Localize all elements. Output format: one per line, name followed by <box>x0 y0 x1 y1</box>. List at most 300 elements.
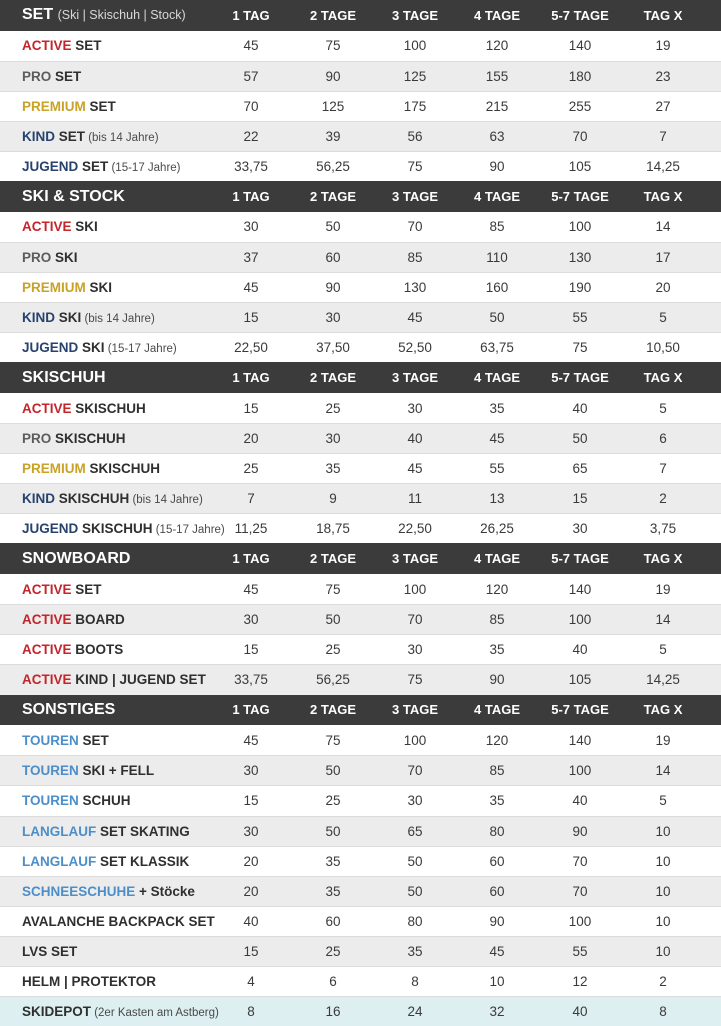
item-label-note: (bis 14 Jahre) <box>81 313 155 326</box>
price-cell: 6 <box>659 431 667 447</box>
price-cell: 30 <box>243 219 259 235</box>
price-cell: 8 <box>659 1004 667 1020</box>
price-cell: 22,50 <box>234 340 268 356</box>
price-cell: 27 <box>655 98 671 114</box>
item-label <box>0 401 210 416</box>
price-cell: 50 <box>325 763 341 779</box>
item-label-text: SET KLASSIK <box>96 853 190 869</box>
item-label-note: (15-17 Jahre) <box>104 343 177 356</box>
price-cell: 11,25 <box>234 521 268 537</box>
price-cell: 125 <box>403 68 427 84</box>
column-header: 1 TAG <box>232 702 270 718</box>
item-label <box>0 461 210 476</box>
price-cell: 25 <box>325 400 341 416</box>
column-header: 2 TAGE <box>310 551 356 567</box>
item-label <box>0 159 210 174</box>
price-cell: 45 <box>243 581 259 597</box>
price-cell: 2 <box>659 491 667 507</box>
price-cell: 30 <box>407 642 423 658</box>
price-cell: 10 <box>655 883 671 899</box>
price-cell: 39 <box>325 129 341 145</box>
price-cell: 14,25 <box>646 159 680 175</box>
price-cell: 19 <box>655 732 671 748</box>
column-header: 4 TAGE <box>474 551 520 567</box>
item-label-text: SKISCHUH <box>71 400 146 416</box>
price-cell: 75 <box>572 340 588 356</box>
item-label-text: SKI <box>55 310 82 326</box>
section-title-text: SNOWBOARD <box>22 549 131 567</box>
item-label <box>0 69 210 84</box>
price-cell: 80 <box>407 913 423 929</box>
item-label-note: (2er Kasten am Astberg) <box>91 1007 219 1020</box>
column-header: 2 TAGE <box>310 370 356 386</box>
price-cell: 180 <box>568 68 592 84</box>
price-cell: 35 <box>489 642 505 658</box>
item-label <box>0 824 210 839</box>
item-label <box>0 521 225 537</box>
section-header <box>0 181 721 212</box>
item-label-note: (15-17 Jahre) <box>108 162 181 175</box>
price-cell: 7 <box>247 491 255 507</box>
item-label <box>0 99 210 114</box>
price-row <box>0 302 721 332</box>
price-cell: 37,50 <box>316 340 350 356</box>
price-cell: 20 <box>243 431 259 447</box>
item-label-text: SKI <box>85 280 113 296</box>
price-cell: 23 <box>655 68 671 84</box>
price-cell: 50 <box>489 310 505 326</box>
price-cell: 45 <box>489 431 505 447</box>
price-cell: 30 <box>325 310 341 326</box>
price-cell: 10 <box>655 913 671 929</box>
price-cell: 63,75 <box>480 340 514 356</box>
price-cell: 35 <box>489 793 505 809</box>
item-label-accent: LVS SET <box>22 943 78 959</box>
price-cell: 90 <box>325 280 341 296</box>
price-cell: 15 <box>243 642 259 658</box>
price-cell: 40 <box>572 793 588 809</box>
price-cell: 52,50 <box>398 340 432 356</box>
price-cell: 40 <box>572 1004 588 1020</box>
price-cell: 50 <box>407 883 423 899</box>
price-cell: 90 <box>489 672 505 688</box>
price-cell: 13 <box>489 491 505 507</box>
item-label-accent: PREMIUM <box>22 98 86 114</box>
item-label-accent: TOUREN <box>22 763 79 779</box>
item-label-text: SKISCHUH <box>51 431 126 447</box>
column-header: 2 TAGE <box>310 189 356 204</box>
price-cell: 90 <box>572 823 588 839</box>
price-cell: 75 <box>325 732 341 748</box>
item-label-text: SKI <box>78 340 105 356</box>
section-title-text: SKI & STOCK <box>22 187 125 205</box>
item-label-text: SET <box>51 68 82 84</box>
price-cell: 70 <box>407 763 423 779</box>
item-label-note: (bis 14 Jahre) <box>85 132 159 145</box>
price-cell: 100 <box>568 763 592 779</box>
price-cell: 5 <box>659 642 667 658</box>
price-row <box>0 785 721 815</box>
item-label <box>0 913 215 929</box>
item-label-accent: ACTIVE <box>22 38 72 54</box>
item-label-text: SET <box>55 129 86 145</box>
price-cell: 19 <box>655 38 671 54</box>
price-cell: 155 <box>485 68 509 84</box>
price-cell: 15 <box>243 793 259 809</box>
price-cell: 55 <box>572 310 588 326</box>
section-title-text: SET <box>22 6 54 24</box>
price-cell: 10 <box>655 853 671 869</box>
price-row <box>0 483 721 513</box>
section-title-text: SKISCHUH <box>22 368 106 386</box>
column-header: 1 TAG <box>232 370 270 386</box>
price-cell: 130 <box>568 249 592 265</box>
price-cell: 120 <box>485 38 509 54</box>
price-cell: 65 <box>572 461 588 477</box>
price-row <box>0 876 721 906</box>
item-label <box>0 431 210 446</box>
item-label-text: SET <box>71 581 102 597</box>
item-label-accent: JUGEND <box>22 521 79 537</box>
item-label-accent: JUGEND <box>22 340 79 356</box>
price-cell: 35 <box>325 461 341 477</box>
price-cell: 40 <box>572 642 588 658</box>
section-title <box>0 6 210 24</box>
price-cell: 75 <box>407 159 423 175</box>
price-cell: 7 <box>659 461 667 477</box>
column-header: 3 TAGE <box>392 189 438 204</box>
price-cell: 90 <box>489 913 505 929</box>
item-label-text: SKI <box>71 219 98 235</box>
price-row <box>0 242 721 272</box>
column-header: TAG X <box>643 7 683 23</box>
item-label-accent: PRO <box>22 68 52 84</box>
price-cell: 4 <box>247 974 255 990</box>
price-cell: 90 <box>325 68 341 84</box>
price-row <box>0 121 721 151</box>
price-cell: 20 <box>655 280 671 296</box>
column-header: 4 TAGE <box>474 370 520 386</box>
price-cell: 50 <box>325 823 341 839</box>
column-header: TAG X <box>643 370 683 386</box>
price-row <box>0 604 721 634</box>
price-cell: 105 <box>568 672 592 688</box>
price-cell: 60 <box>489 853 505 869</box>
price-cell: 25 <box>325 943 341 959</box>
price-cell: 175 <box>403 98 427 114</box>
price-cell: 5 <box>659 310 667 326</box>
item-label <box>0 884 210 899</box>
item-label-text: SKI <box>51 249 78 265</box>
price-cell: 30 <box>572 521 588 537</box>
item-label-accent: SCHNEESCHUHE <box>22 883 136 899</box>
price-cell: 120 <box>485 581 509 597</box>
item-label <box>0 944 210 959</box>
item-label-accent: LANGLAUF <box>22 853 97 869</box>
item-label <box>0 250 210 265</box>
price-cell: 190 <box>568 280 592 296</box>
item-label-text: SKISCHUH <box>55 491 130 507</box>
column-header: 5-7 TAGE <box>551 189 609 204</box>
price-cell: 50 <box>407 853 423 869</box>
section-header <box>0 0 721 31</box>
price-row <box>0 212 721 242</box>
item-label <box>0 733 210 748</box>
item-label-accent: SKIDEPOT <box>22 1004 92 1020</box>
price-cell: 120 <box>485 732 509 748</box>
section-title <box>0 369 210 387</box>
item-label-text: BOOTS <box>71 642 124 658</box>
price-row <box>0 755 721 785</box>
item-label <box>0 129 210 144</box>
price-cell: 30 <box>243 823 259 839</box>
item-label-accent: JUGEND <box>22 159 79 175</box>
item-label-text: KIND | JUGEND SET <box>71 672 206 688</box>
price-cell: 14 <box>655 763 671 779</box>
price-cell: 5 <box>659 793 667 809</box>
item-label <box>0 793 210 808</box>
price-cell: 14 <box>655 612 671 628</box>
column-header: 2 TAGE <box>310 702 356 718</box>
item-label <box>0 642 210 657</box>
price-cell: 85 <box>489 612 505 628</box>
item-label-accent: ACTIVE <box>22 642 72 658</box>
column-header: TAG X <box>643 702 683 718</box>
price-cell: 70 <box>572 883 588 899</box>
price-cell: 60 <box>325 249 341 265</box>
column-header: 3 TAGE <box>392 702 438 718</box>
column-header: 1 TAG <box>232 7 270 23</box>
price-cell: 15 <box>243 943 259 959</box>
price-cell: 5 <box>659 400 667 416</box>
column-header: 5-7 TAGE <box>551 702 609 718</box>
item-label <box>0 763 210 778</box>
price-cell: 12 <box>572 974 588 990</box>
price-cell: 70 <box>572 129 588 145</box>
item-label-accent: ACTIVE <box>22 400 72 416</box>
price-row <box>0 151 721 181</box>
item-label-text: SKISCHUH <box>78 521 153 537</box>
price-cell: 25 <box>325 793 341 809</box>
item-label <box>0 1004 219 1020</box>
price-row <box>0 664 721 694</box>
price-cell: 10 <box>489 974 505 990</box>
price-cell: 60 <box>325 913 341 929</box>
item-label <box>0 612 210 627</box>
price-cell: 25 <box>243 461 259 477</box>
price-row <box>0 634 721 664</box>
price-row <box>0 61 721 91</box>
item-label-accent: HELM | PROTEKTOR <box>22 974 157 990</box>
price-cell: 100 <box>403 581 427 597</box>
price-cell: 10 <box>655 943 671 959</box>
price-cell: 100 <box>568 913 592 929</box>
price-cell: 60 <box>489 883 505 899</box>
price-cell: 30 <box>407 793 423 809</box>
item-label <box>0 974 210 989</box>
price-cell: 20 <box>243 853 259 869</box>
price-cell: 35 <box>325 853 341 869</box>
price-row <box>0 816 721 846</box>
item-label <box>0 491 210 506</box>
price-cell: 19 <box>655 581 671 597</box>
column-header: 1 TAG <box>232 189 270 204</box>
price-cell: 70 <box>407 219 423 235</box>
price-cell: 75 <box>325 38 341 54</box>
price-cell: 11 <box>407 491 422 507</box>
price-cell: 35 <box>325 883 341 899</box>
price-row <box>0 846 721 876</box>
price-cell: 15 <box>243 400 259 416</box>
price-cell: 17 <box>655 249 671 265</box>
price-cell: 7 <box>659 129 667 145</box>
price-row <box>0 31 721 61</box>
item-label-accent: TOUREN <box>22 732 79 748</box>
price-cell: 22 <box>243 129 259 145</box>
item-label-accent: AVALANCHE BACKPACK SET <box>22 913 215 929</box>
price-cell: 65 <box>407 823 423 839</box>
price-row <box>0 453 721 483</box>
price-cell: 70 <box>407 612 423 628</box>
column-header: 3 TAGE <box>392 370 438 386</box>
price-cell: 125 <box>321 98 345 114</box>
column-header: 3 TAGE <box>392 551 438 567</box>
item-label <box>0 219 210 234</box>
price-cell: 10,50 <box>646 340 680 356</box>
item-label-accent: ACTIVE <box>22 581 72 597</box>
price-cell: 18,75 <box>316 521 350 537</box>
price-cell: 40 <box>572 400 588 416</box>
price-cell: 45 <box>407 310 423 326</box>
price-cell: 130 <box>403 280 427 296</box>
price-cell: 100 <box>403 38 427 54</box>
section-header <box>0 695 721 726</box>
price-cell: 35 <box>407 943 423 959</box>
price-cell: 26,25 <box>480 521 514 537</box>
price-cell: 45 <box>243 38 259 54</box>
price-row <box>0 936 721 966</box>
price-cell: 90 <box>489 159 505 175</box>
column-header: TAG X <box>643 551 683 567</box>
item-label-text: SET SKATING <box>96 823 190 839</box>
price-cell: 85 <box>489 763 505 779</box>
price-cell: 45 <box>407 461 423 477</box>
item-label-accent: ACTIVE <box>22 612 72 628</box>
column-header: 5-7 TAGE <box>551 7 609 23</box>
price-cell: 55 <box>489 461 505 477</box>
item-label-accent: ACTIVE <box>22 219 72 235</box>
price-cell: 140 <box>568 38 592 54</box>
price-row <box>0 996 721 1026</box>
item-label <box>0 310 210 325</box>
item-label-accent: PREMIUM <box>22 280 86 296</box>
section-title <box>0 550 210 568</box>
price-cell: 50 <box>325 612 341 628</box>
section-header <box>0 543 721 574</box>
price-cell: 85 <box>489 219 505 235</box>
item-label-accent: KIND <box>22 310 55 326</box>
price-cell: 75 <box>325 581 341 597</box>
price-cell: 140 <box>568 581 592 597</box>
item-label-accent: PRO <box>22 431 52 447</box>
price-row <box>0 423 721 453</box>
price-cell: 30 <box>243 612 259 628</box>
price-cell: 110 <box>486 249 508 265</box>
price-cell: 50 <box>325 219 341 235</box>
price-cell: 35 <box>489 400 505 416</box>
price-cell: 2 <box>659 974 667 990</box>
price-cell: 8 <box>411 974 419 990</box>
section-subtitle: (Ski | Skischuh | Stock) <box>57 8 186 23</box>
item-label-text: SKI + FELL <box>78 763 155 779</box>
price-cell: 14 <box>655 219 671 235</box>
price-cell: 32 <box>489 1004 505 1020</box>
price-cell: 215 <box>485 98 509 114</box>
item-label-accent: TOUREN <box>22 793 79 809</box>
price-cell: 20 <box>243 883 259 899</box>
price-row <box>0 272 721 302</box>
price-cell: 15 <box>243 310 259 326</box>
item-label-accent: LANGLAUF <box>22 823 97 839</box>
price-cell: 56,25 <box>316 672 350 688</box>
column-header: TAG X <box>643 189 683 204</box>
price-row <box>0 966 721 996</box>
section-title-text: SONSTIGES <box>22 700 116 718</box>
section-header <box>0 362 721 393</box>
price-row <box>0 513 721 543</box>
price-cell: 45 <box>243 732 259 748</box>
column-header: 4 TAGE <box>474 7 520 23</box>
price-cell: 22,50 <box>398 521 432 537</box>
price-cell: 100 <box>568 219 592 235</box>
price-cell: 70 <box>572 853 588 869</box>
item-label <box>0 582 210 597</box>
price-cell: 24 <box>407 1004 423 1020</box>
price-row <box>0 574 721 604</box>
item-label <box>0 672 210 687</box>
item-label-accent: KIND <box>22 129 55 145</box>
price-cell: 3,75 <box>649 521 677 537</box>
column-header: 1 TAG <box>232 551 270 567</box>
price-cell: 8 <box>247 1004 255 1020</box>
price-cell: 105 <box>568 159 592 175</box>
section-title <box>0 188 210 206</box>
price-cell: 33,75 <box>234 672 268 688</box>
item-label-accent: ACTIVE <box>22 672 72 688</box>
price-cell: 75 <box>407 672 423 688</box>
price-cell: 100 <box>403 732 427 748</box>
price-cell: 25 <box>325 642 341 658</box>
item-label-text: SET <box>78 732 109 748</box>
price-row <box>0 91 721 121</box>
section-title <box>0 701 210 719</box>
price-cell: 70 <box>243 98 259 114</box>
price-cell: 33,75 <box>234 159 268 175</box>
price-row <box>0 393 721 423</box>
item-label-text: SET <box>85 98 116 114</box>
price-cell: 15 <box>572 491 588 507</box>
item-label-accent: PREMIUM <box>22 461 86 477</box>
item-label <box>0 38 210 53</box>
item-label-note: (bis 14 Jahre) <box>129 494 203 507</box>
price-cell: 100 <box>568 612 592 628</box>
item-label-text: SET <box>71 38 102 54</box>
item-label-accent: PRO <box>22 249 52 265</box>
column-header: 5-7 TAGE <box>551 551 609 567</box>
item-label <box>0 854 210 869</box>
price-row <box>0 332 721 362</box>
price-cell: 56 <box>407 129 423 145</box>
